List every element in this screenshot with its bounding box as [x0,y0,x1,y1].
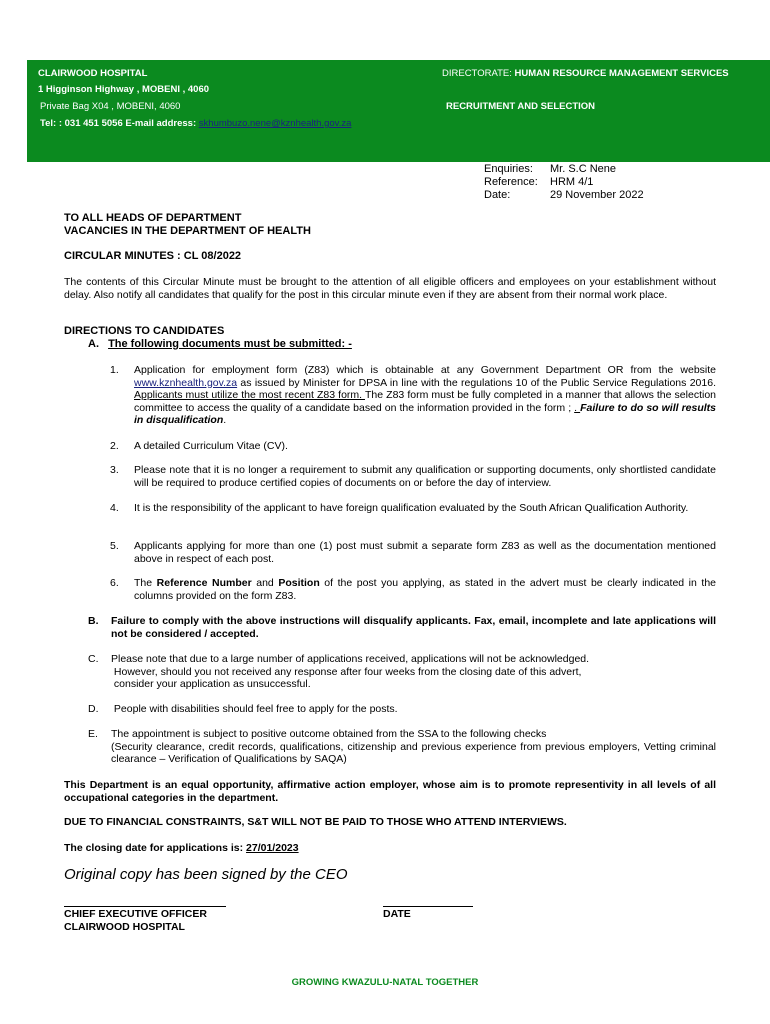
section-a-heading [88,338,352,350]
addressee-line-2: VACANCIES IN THE DEPARTMENT OF HEALTH [64,225,311,237]
postal-address: Private Bag X04 , MOBENI, 4060 [40,101,181,112]
ceo-organisation: CLAIRWOOD HOSPITAL [64,921,185,933]
section-e-letter: E. [88,728,98,740]
circular-title: CIRCULAR MINUTES : CL 08/2022 [64,250,242,262]
date-value: 29 November 2022 [550,189,644,201]
equal-opportunity-statement: This Department is an equal opportunity, affirmative action employer, whose aim is to promote representivity in all levels of all occupational categories in the department. [64,779,716,804]
footer-slogan: GROWING KWAZULU-NATAL TOGETHER [291,977,479,988]
item-number: 4. [110,502,119,514]
item6-text-b: and [251,577,279,589]
reference-label: Reference: [484,176,538,188]
directorate-label: DIRECTORATE: [442,68,515,79]
enquiries-value: Mr. S.C Nene [550,163,617,175]
hospital-name: CLAIRWOOD HOSPITAL [38,68,148,79]
item1-dot: . [574,401,581,414]
ceo-signature-line [64,906,226,907]
tel-text: Tel: : 031 451 5056 E-mail address: [40,118,199,129]
section-c [88,653,716,691]
enquiries-label: Enquiries: [484,163,533,175]
directorate-value: HUMAN RESOURCE MANAGEMENT SERVICES [514,68,729,79]
item1-text-c: The Z83 form must be fully completed in a manner that allows the selection committee to access the quality of a candidate based on the information provided in the form ; [134,389,716,414]
section-a-title: The following documents must be submitted: - [108,338,352,350]
section-b [88,615,716,640]
contact-line [40,118,351,129]
ceo-title: CHIEF EXECUTIVE OFFICER [64,908,207,920]
section-c-letter: C. [88,653,99,665]
website-link[interactable]: www.kznhealth.gov.za [134,376,238,389]
item1-warning: Failure to do so will results in disqualification [134,401,716,426]
item6-text-a: The [134,577,157,589]
section-c-line-2: However, should you not received any response after four weeks from the closing date of this advert, [111,665,582,678]
letterhead-banner [27,60,770,162]
item6-bold-2: Position [278,577,320,589]
closing-date-label: The closing date for applications is: [64,842,247,854]
section-c-line-3: consider your application as unsuccessful. [111,678,311,690]
section-b-letter: B. [88,615,99,627]
list-item-3 [110,464,716,489]
item1-underlined: Applicants must utilize the most recent Z83 form. [134,389,365,401]
unit-name: RECRUITMENT AND SELECTION [446,101,596,112]
date-label: Date: [484,189,511,201]
item5-text: Applicants applying for more than one (1) post must submit a separate form Z83 as well as the documentation mentioned above in respect of each post. [134,540,716,565]
list-item-5 [110,540,716,565]
item2-text: A detailed Curriculum Vitae (CV). [134,440,288,452]
list-item-2 [110,440,716,453]
financial-notice: DUE TO FINANCIAL CONSTRAINTS, S&T WILL NOT BE PAID TO THOSE WHO ATTEND INTERVIEWS. [64,816,567,828]
item1-end: . [223,414,227,426]
section-a-letter: A. [88,338,99,350]
item6-text-c: of the post you applying, as stated in the advert must be clearly indicated in the columns provided on the form Z83. [134,577,717,602]
item6-bold-1: Reference Number [156,577,252,589]
directions-title: DIRECTIONS TO CANDIDATES [64,325,225,337]
date-signature-line [383,906,473,907]
list-item-1 [110,364,716,427]
section-e-line-2: (Security clearance, credit records, qualifications, citizenship and previous experience from previous employers, Vetting criminal clearance – Verification of Qualifications by SAQA) [111,740,716,765]
list-item-6 [110,577,716,602]
intro-paragraph: The contents of this Circular Minute must be brought to the attention of all eligible officers and employees on your establishment without delay. Also notify all candidates that qualify for the post in this circular minute even if they are absent from their normal work place. [64,276,716,301]
item1-text-a: Application for employment form (Z83) which is obtainable at any Government Department OR from the website [134,364,716,376]
section-d [88,703,716,716]
item4-text: It is the responsibility of the applicant to have foreign qualification evaluated by the South African Qualification Authority. [134,502,689,514]
list-item-4 [110,502,716,515]
item3-text: Please note that it is no longer a requirement to submit any qualification or supporting documents, only shortlisted candidate will be required to produce certified copies of documents on or before the day of interview. [134,464,716,489]
closing-date [64,842,299,854]
directorate [442,68,729,79]
signed-note: Original copy has been signed by the CEO [64,866,348,883]
item-number: 1. [110,364,119,376]
date-field-label: DATE [383,908,411,920]
section-e [88,728,716,766]
section-c-line-1: Please note that due to a large number of applications received, applications will not be acknowledged. [111,653,590,665]
section-d-letter: D. [88,703,99,715]
section-e-line-1: The appointment is subject to positive outcome obtained from the SSA to the following checks [111,728,547,740]
reference-value: HRM 4/1 [550,176,594,188]
section-b-text: Failure to comply with the above instructions will disqualify applicants. Fax, email, incomplete and late applications will not be considered / accepted. [111,615,716,640]
section-d-text: People with disabilities should feel free to apply for the posts. [111,703,398,715]
email-link[interactable]: skhumbuzo.nene@kznhealth.gov.za [198,118,352,129]
item-number: 2. [110,440,119,452]
item-number: 6. [110,577,119,589]
item-number: 5. [110,540,119,552]
addressee-line-1: TO ALL HEADS OF DEPARTMENT [64,212,242,224]
item-number: 3. [110,464,119,476]
closing-date-value: 27/01/2023 [246,842,299,854]
item1-text-b: as issued by Minister for DPSA in line with the regulations 10 of the Public Service Regulations 2016. [237,376,716,389]
hospital-address: 1 Higginson Highway , MOBENI , 4060 [38,84,210,95]
enquiries-block [484,163,644,202]
